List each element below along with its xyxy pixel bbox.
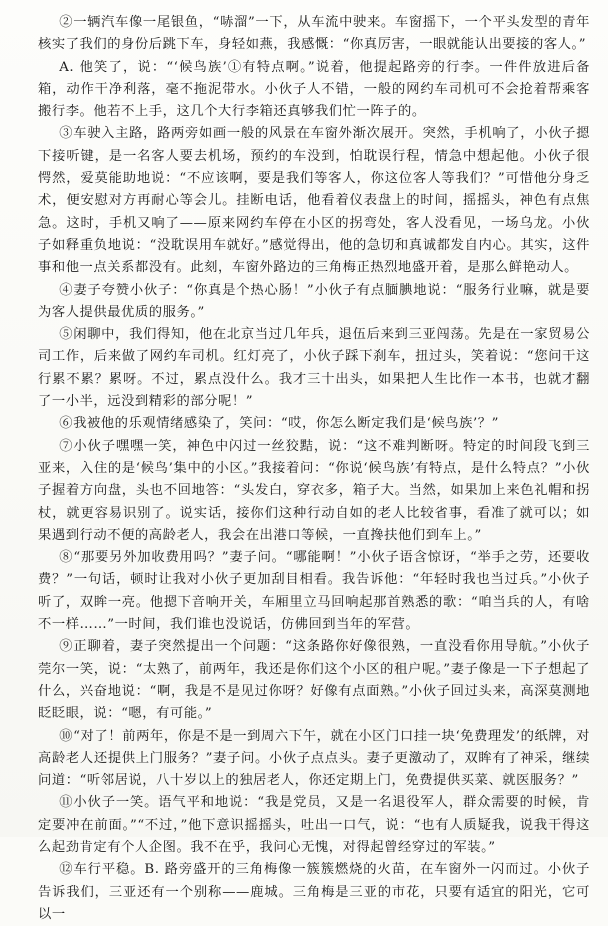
paragraph-7: ⑦小伙子嘿嘿一笑，神色中闪过一丝狡黠，说：“这不难判断呀。特定的时间段飞到三亚来，入住的是‘候鸟’集中的小区。”我接着问：“你说‘候鸟族’有特点，是什么特点？”小伙子握着方向盘，头也不回地答：“头发白，穿衣多，箱子大。当然，如果加上来色礼帽和拐杖，就更容易识别了。说实话，接你们这种行动自如的老人比较省事，看准了就可以；如果遇到行动不便的高龄老人，我会在出港口等候，一直搀扶他们到车上。” [38,438,590,543]
article-body [38,12,590,926]
paragraph-8: ⑧“那要另外加收费用吗？”妻子问。“哪能啊！”小伙子语含惊讶，“举手之劳，还要收费？”一句话，顿时让我对小伙子更加刮目相看。我告诉他：“年轻时我也当过兵。”小伙子听了，双眸一亮。他摁下音响开关，车厢里立马回响起那首熟悉的歌：“咱当兵的人，有啥不一样……”一时间，我们谁也没说话，仿佛回到当年的军营。 [38,550,590,633]
paragraph-12: ⑫车行平稳。B. 路旁盛开的三角梅像一簇簇燃烧的火苗，在车窗外一闪而过。小伙子告诉我们，三亚还有一个别称——鹿城。三角梅是三亚的市花，只要有适宜的阳光，它可以一 [38,862,590,922]
paragraph-11: ⑪小伙子一笑。语气平和地说：“我是党员，又是一名退役军人，群众需要的时候，肯定要冲在前面。”“不过，”他下意识摇摇头，吐出一口气，说：“也有人质疑我，说我干得这么起劲肯定有个人企图。我不在乎，我问心无愧，对得起曾经穿过的军装。” [38,795,590,855]
paragraph-4: ④妻子夸赞小伙子：“你真是个热心肠！”小伙子有点腼腆地说：“服务行业嘛，就是要为客人提供最优质的服务。” [38,282,590,320]
paragraph-6: ⑥我被他的乐观情绪感染了，笑问：“哎，你怎么断定我们是‘候鸟族’？” [59,416,499,432]
paragraph-5: ⑤闲聊中，我们得知，他在北京当过几年兵，退伍后来到三亚闯荡。先是在一家贸易公司工作，后来做了网约车司机。红灯亮了，小伙子踩下刹车，扭过头，笑着说：“您问干这行累不累？累呀。不过，累点没什么。我才三十出头，如果把人生比作一本书，也就才翻了一小半，远没到精彩的部分呢！” [38,327,590,410]
paragraph-9: ⑨正聊着，妻子突然提出一个问题：“这条路你好像很熟，一直没看你用导航。”小伙子莞尔一笑，说：“太熟了，前两年，我还是你们这个小区的租户呢。”妻子像是一下子想起了什么，兴奋地说：“啊，我是不是见过你呀？好像有点面熟。”小伙子回过头来，高深莫测地眨眨眼，说：“嗯，有可能。” [38,639,590,722]
paragraph-10: ⑩“对了！前两年，你是不是一到周六下午，就在小区门口挂一块‘免费理发’的纸牌，对高龄老人还提供上门服务？”妻子问。小伙子点点头。妻子更激动了，双眸有了神采，继续问道：“听邻居说，八十岁以上的独居老人，你还定期上门，免费提供买菜、就医服务？” [38,728,590,789]
paragraph-3: ③车驶入主路，路两旁如画一般的风景在车窗外渐次展开。突然，手机响了，小伙子摁下接听键，是一名客人要去机场，预约的车没到，怕耽误行程，情急中想起他。小伙子很愕然，爱莫能助地说：“不应该啊，要是我们等客人，你这位客人等我们？”可惜他分身乏术，便安慰对方再耐心等会儿。挂断电话，他看着仪表盘上的时间，摇摇头，神色有点焦急。这时，手机又响了——原来网约车停在小区的拐弯处，客人没看见，一场乌龙。小伙子如释重负地说：“没耽误用车就好。”感觉得出，他的急切和真诚都发自内心。其实，这件事和他一点关系都没有。此刻，车窗外路边的三角梅正热烈地盛开着，是那么鲜艳动人。 [38,126,590,276]
paragraph-a-annotated: A. 他笑了，说：“‘候鸟族’①有特点啊。”说着，他提起路旁的行李。一件件放进后备箱，动作干净利落，毫不拖泥带水。小伙子人不错，一般的网约车司机可不会抢着帮乘客搬行李。他若不上手，这几个大行李箱还真够我们忙一阵子的。 [38,59,590,120]
paragraph-2: ②一辆汽车像一尾银鱼，“哧溜”一下，从车流中驶来。车窗摇下，一个平头发型的青年核实了我们的身份后跳下车，身轻如燕，我感慨：“你真厉害，一眼就能认出要接的客人。” [38,15,590,53]
